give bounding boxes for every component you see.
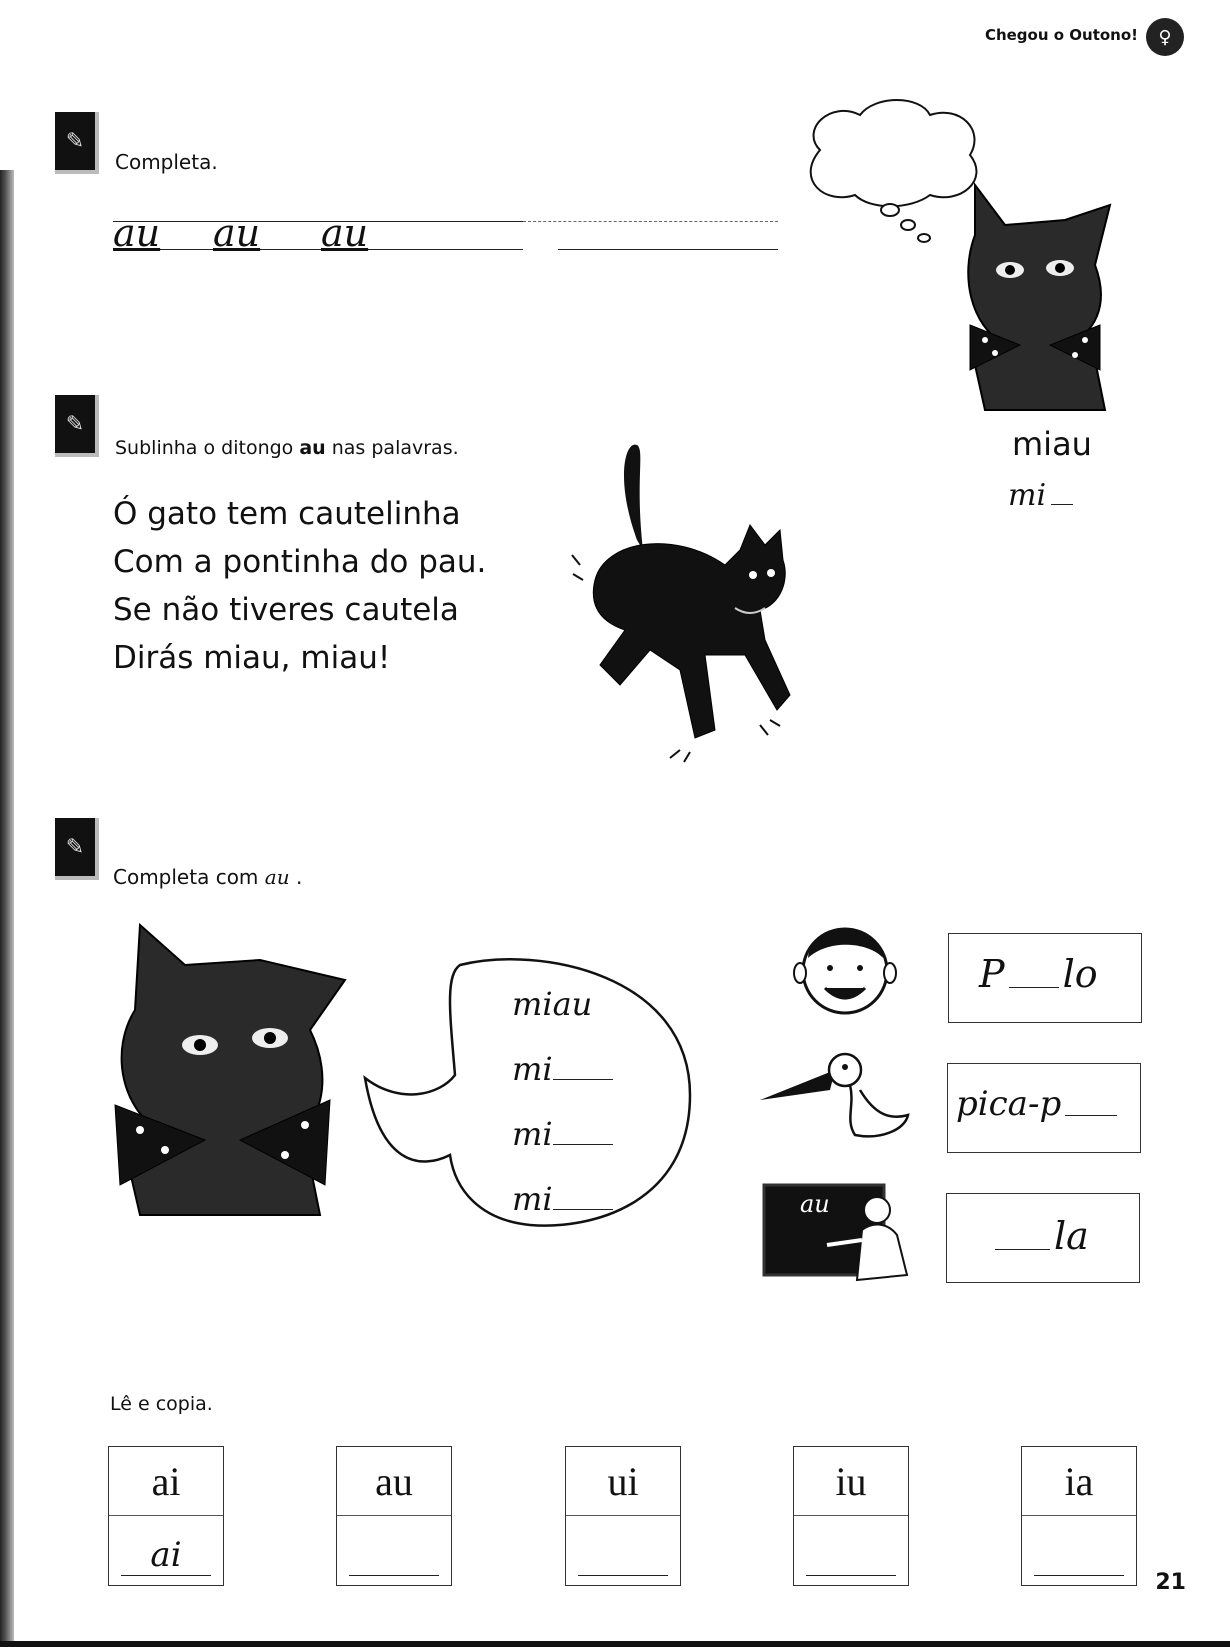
side-word-answer-line[interactable] <box>1051 504 1073 505</box>
word-box-pica-pau-prefix: pica-p <box>956 1084 1062 1124</box>
copy-print-ai: ai <box>109 1447 223 1516</box>
copy-print-iu: iu <box>794 1447 908 1516</box>
book-spine-shadow <box>0 170 14 1647</box>
bubble-answer-line-4[interactable] <box>553 1209 613 1210</box>
bubble-word-1: miau <box>512 985 593 1023</box>
poem-line-2[interactable]: Com a pontinha do pau. <box>113 544 487 580</box>
word-box-paulo[interactable] <box>948 933 1142 1023</box>
exercise1-model-1: au <box>113 211 161 255</box>
word-box-aula[interactable] <box>946 1193 1140 1283</box>
copy-cell-ai <box>108 1446 224 1586</box>
exercise3-instruction-end: . <box>289 865 303 889</box>
bubble-word-2: mi <box>512 1050 553 1088</box>
word-box-paulo-suffix: lo <box>1062 952 1098 996</box>
word-box-pica-pau[interactable] <box>947 1063 1141 1153</box>
copy-answer-au-line[interactable] <box>349 1574 439 1576</box>
copy-answer-ui-line[interactable] <box>578 1574 668 1576</box>
exercise4-instruction: Lê e copia. <box>110 1393 213 1415</box>
copy-answer-iu[interactable] <box>794 1516 908 1584</box>
exercise2-instruction-pre: Sublinha o ditongo <box>115 437 300 459</box>
pencil-exercise-icon: ✎ <box>55 112 99 174</box>
word-box-paulo-content <box>979 952 1098 996</box>
word-box-paulo-blank[interactable] <box>1009 987 1059 988</box>
exercise1-model-2: au <box>213 211 261 255</box>
exercise1-writing-line <box>113 205 523 255</box>
exercise2-instruction-post: nas palavras. <box>325 437 459 459</box>
bubble-word-2-row <box>512 1050 613 1088</box>
black-cat-walking-illustration <box>565 440 835 790</box>
copy-cell-ia <box>1021 1446 1137 1586</box>
word-box-aula-content <box>995 1214 1089 1258</box>
exercise1-model-3: au <box>321 211 369 255</box>
poem <box>113 490 486 682</box>
exercise1-answer-line[interactable] <box>523 205 778 251</box>
pencil-complete-exercise-icon: ✎ <box>55 818 99 880</box>
teacher-blackboard-illustration <box>762 1180 912 1285</box>
exercise2-instruction <box>115 437 459 459</box>
copy-cell-au <box>336 1446 452 1586</box>
copy-answer-ai-text: ai <box>121 1535 211 1576</box>
woodpecker-bird-illustration <box>760 1045 910 1145</box>
exercise3-instruction <box>113 865 302 889</box>
side-word-cursive: mi <box>1008 478 1047 513</box>
poem-line-3[interactable]: Se não tiveres cautela <box>113 592 459 628</box>
bubble-word-3: mi <box>512 1115 553 1153</box>
spotted-cat-bowtie-illustration <box>945 175 1145 415</box>
word-box-aula-suffix: la <box>1054 1214 1089 1258</box>
poem-line-4[interactable]: Dirás miau, miau! <box>113 640 391 676</box>
word-box-paulo-prefix: P <box>979 952 1005 996</box>
bubble-word-4: mi <box>512 1180 553 1218</box>
copy-answer-au[interactable] <box>337 1516 451 1584</box>
copy-cell-ui <box>565 1446 681 1586</box>
copy-cell-iu <box>793 1446 909 1586</box>
spotted-cat-talking-illustration <box>110 920 370 1220</box>
exercise2-instruction-bold: au <box>299 437 326 459</box>
boy-face-illustration <box>790 913 900 1023</box>
copy-answer-ui[interactable] <box>566 1516 680 1584</box>
exercise3-instruction-text: Completa com <box>113 865 265 889</box>
bubble-word-4-row <box>512 1180 613 1218</box>
girl-badge-icon: ♀ <box>1146 18 1184 56</box>
exercise3-instruction-cursive: au <box>264 865 290 889</box>
bubble-word-3-row <box>512 1115 613 1153</box>
page-number: 21 <box>1155 1570 1186 1595</box>
page-bottom-edge <box>0 1641 1230 1647</box>
copy-print-ui: ui <box>566 1447 680 1516</box>
bubble-answer-line-2[interactable] <box>553 1079 613 1080</box>
side-word-miau: miau <box>1012 425 1092 463</box>
copy-answer-ia[interactable] <box>1022 1516 1136 1584</box>
copy-print-au: au <box>337 1447 451 1516</box>
copy-answer-ai[interactable] <box>109 1516 223 1584</box>
word-box-pica-pau-content <box>956 1084 1117 1124</box>
copy-answer-iu-line[interactable] <box>806 1574 896 1576</box>
side-word-blank[interactable] <box>1008 478 1078 513</box>
poem-line-1[interactable]: Ó gato tem cautelinha <box>113 496 461 532</box>
bubble-answer-line-3[interactable] <box>553 1144 613 1145</box>
blackboard-text: au <box>800 1190 830 1218</box>
page-header-title: Chegou o Outono! <box>984 26 1138 44</box>
word-box-aula-blank[interactable] <box>995 1249 1050 1250</box>
pencil-underline-exercise-icon: ✎ <box>55 395 99 457</box>
exercise1-instruction: Completa. <box>115 150 218 174</box>
copy-answer-ia-line[interactable] <box>1034 1574 1124 1576</box>
copy-print-ia: ia <box>1022 1447 1136 1516</box>
word-box-pica-pau-blank[interactable] <box>1065 1115 1117 1116</box>
